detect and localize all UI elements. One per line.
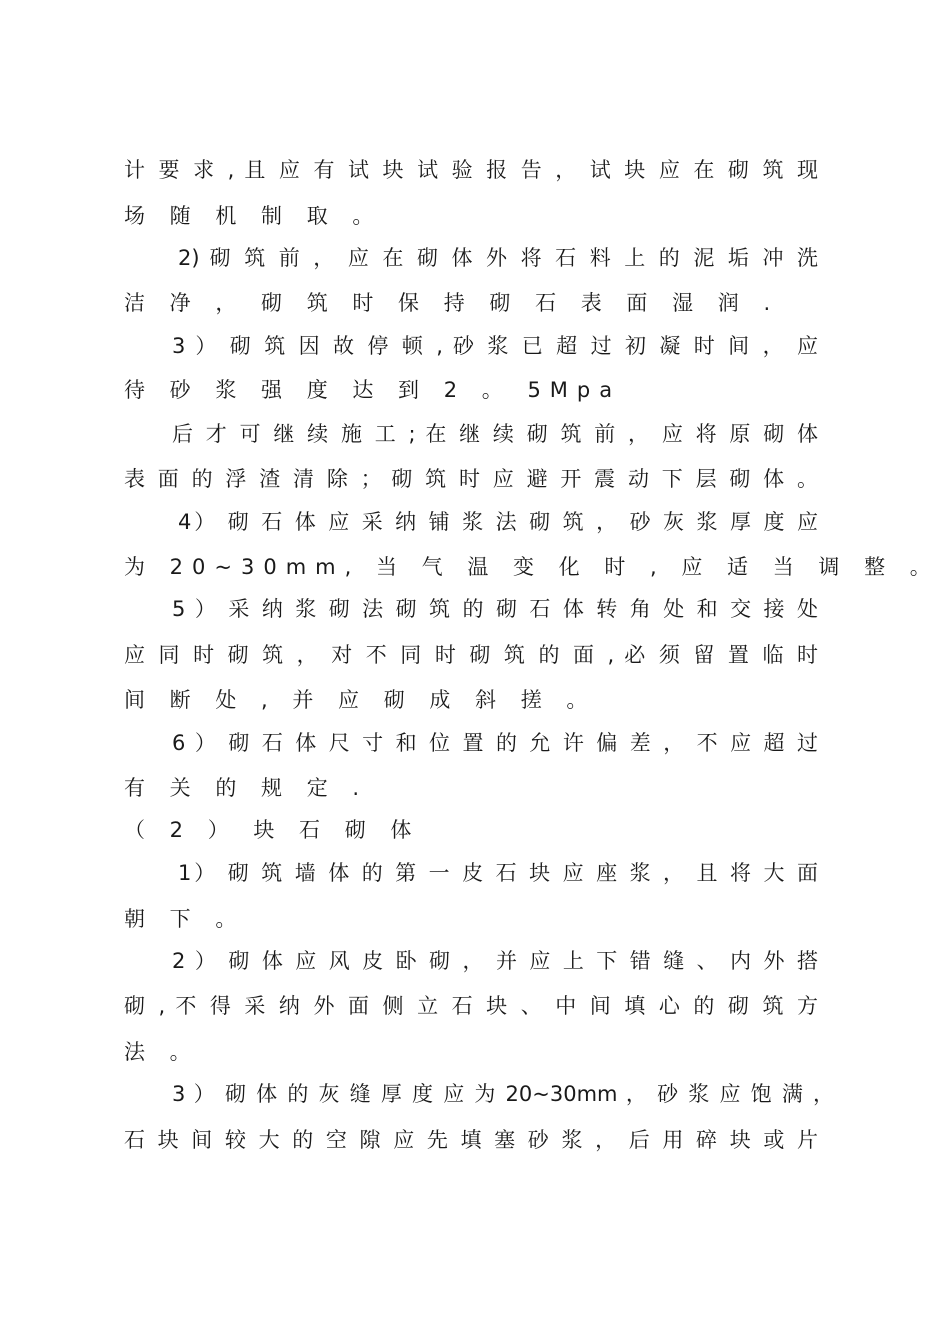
text-line: 为 20~30mm, 当 气 温 变 化 时 , 应 适 当 调 整 。 [124, 555, 940, 579]
text-line: 朝 下 。 [124, 907, 246, 931]
text-line: 5 ） 采 纳 浆 砌 法 砌 筑 的 砌 石 体 转 角 处 和 交 接 处 [172, 597, 818, 621]
text-line: 2 ） 砌 体 应 风 皮 卧 砌 ， 并 应 上 下 错 缝 、 内 外 搭 [172, 949, 818, 973]
text-line: 3 ） 砌 体 的 灰 缝 厚 度 应 为 20~30mm ， 砂 浆 应 饱 满 ， [172, 1082, 834, 1106]
text-line: 砌 , 不 得 采 纳 外 面 侧 立 石 块 、 中 间 填 心 的 砌 筑 方 [124, 994, 818, 1018]
text-line: 洁 净 ， 砌 筑 时 保 持 砌 石 表 面 湿 润 . [124, 291, 780, 315]
text-line: 1） 砌 筑 墙 体 的 第 一 皮 石 块 应 座 浆 ， 且 将 大 面 [178, 861, 818, 885]
text-line: 2) 砌 筑 前 ， 应 在 砌 体 外 将 石 料 上 的 泥 垢 冲 洗 [178, 246, 818, 270]
text-line: 有 关 的 规 定 . [124, 776, 369, 800]
text-line: 计 要 求 , 且 应 有 试 块 试 验 报 告 ， 试 块 应 在 砌 筑 现 [124, 158, 818, 182]
text-line: 间 断 处 , 并 应 砌 成 斜 搓 。 [124, 688, 597, 712]
text-line: 石 块 间 较 大 的 空 隙 应 先 填 塞 砂 浆 ， 后 用 碎 块 或 片 [124, 1128, 818, 1152]
text-line: 3 ） 砌 筑 因 故 停 顿 , 砂 浆 已 超 过 初 凝 时 间 ， 应 [172, 334, 818, 358]
text-line: 6 ） 砌 石 体 尺 寸 和 位 置 的 允 许 偏 差 ， 不 应 超 过 [172, 731, 818, 755]
text-line: 应 同 时 砌 筑 ， 对 不 同 时 砌 筑 的 面 , 必 须 留 置 临 时 [124, 643, 818, 667]
text-line: 表 面 的 浮 渣 清 除 ； 砌 筑 时 应 避 开 震 动 下 层 砌 体 。 [124, 467, 818, 491]
text-line: 4） 砌 石 体 应 采 纳 铺 浆 法 砌 筑 ， 砂 灰 浆 厚 度 应 [178, 510, 818, 534]
text-line: 场 随 机 制 取 。 [124, 204, 383, 228]
text-line: 法 。 [124, 1040, 200, 1064]
section-heading: （ 2 ） 块 石 砌 体 [124, 818, 421, 842]
text-line: 待 砂 浆 强 度 达 到 2 。 5Mpa [124, 378, 622, 402]
text-line: 后 才 可 继 续 施 工 ; 在 继 续 砌 筑 前 ， 应 将 原 砌 体 [172, 422, 818, 446]
